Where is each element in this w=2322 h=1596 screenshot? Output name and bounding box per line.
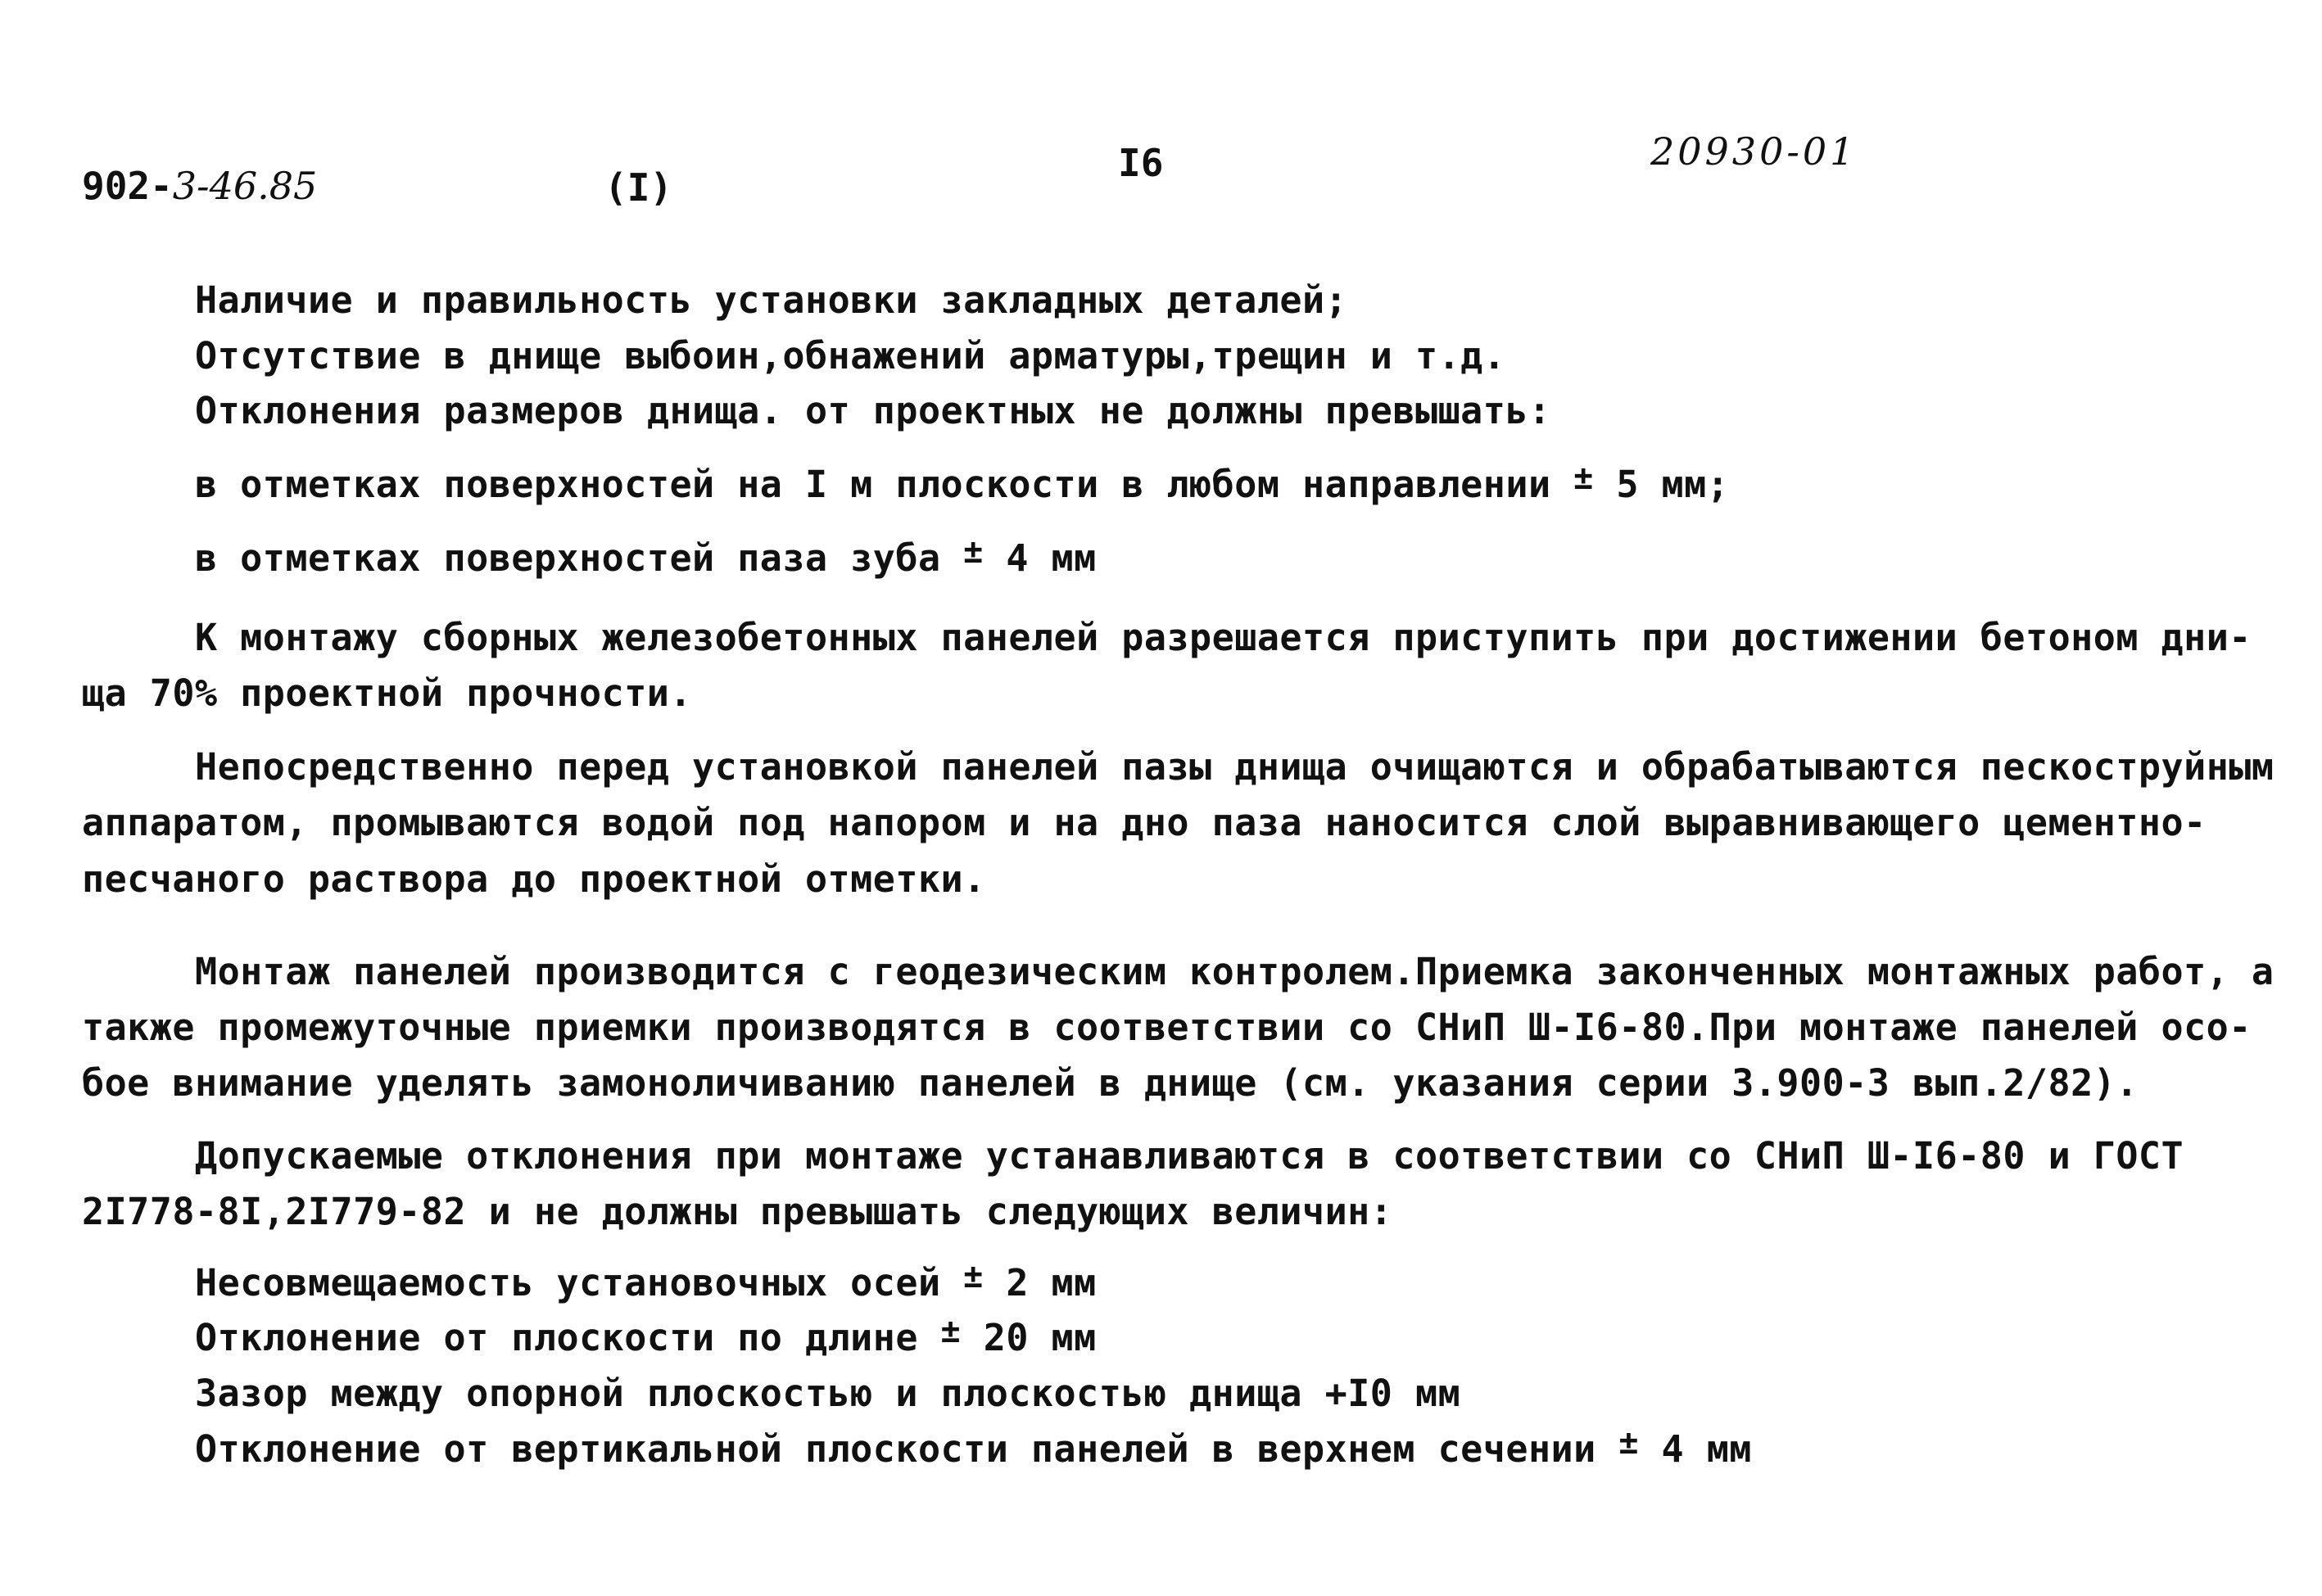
body-line: 2I778-8I,2I779-82 и не должны превышать следующих величин: <box>82 1190 1393 1233</box>
body-line <box>195 1424 1752 1471</box>
body-line: Наличие и правильность установки закладных деталей; <box>195 278 1348 322</box>
body-line <box>195 459 1730 506</box>
body-line-text: Несовмещаемость установочных осей <box>195 1261 941 1304</box>
body-line-value: 4 мм <box>1006 536 1097 580</box>
document-code-handwritten: 3-46.85 <box>172 164 318 208</box>
plus-minus-symbol: ± <box>1573 459 1594 497</box>
sheet-number: 20930-01 <box>1650 129 1858 174</box>
document-code <box>82 164 317 208</box>
body-line-value: 20 мм <box>983 1316 1097 1359</box>
body-line <box>195 1313 1097 1359</box>
body-line <box>195 533 1097 580</box>
body-line: Допускаемые отклонения при монтаже устанавливаются в соответствии со СНиП Ш-I6-80 и ГОСТ <box>195 1134 2184 1178</box>
document-part: (I) <box>604 165 673 210</box>
body-line: К монтажу сборных железобетонных панелей разрешается приступить при достижении бетоном дни- <box>195 616 2252 659</box>
plus-minus-symbol: ± <box>963 1258 984 1295</box>
body-line: Зазор между опорной плоскостью и плоскостью днища +I0 мм <box>195 1372 1461 1415</box>
body-line: Отклонения размеров днища. от проектных не должны превышать: <box>195 389 1551 432</box>
page-number: I6 <box>1118 141 1164 185</box>
body-line: ща 70% проектной прочности. <box>82 671 692 715</box>
body-line-value: 2 мм <box>1006 1261 1097 1304</box>
body-line-text: Отклонение от вертикальной плоскости панелей в верхнем сечении <box>195 1427 1596 1471</box>
body-line: Отсутствие в днище выбоин,обнажений арматуры,трещин и т.д. <box>195 334 1506 378</box>
body-line: Монтаж панелей производится с геодезическим контролем.Приемка законченных монтажных работ, а <box>195 950 2274 993</box>
plus-minus-symbol: ± <box>940 1313 962 1350</box>
body-line: Непосредственно перед установкой панелей пазы днища очищаются и обрабатываются пескоструйным <box>195 745 2274 789</box>
body-line-text: в отметках поверхностей на I м плоскости в любом направлении <box>195 463 1551 506</box>
body-line-text: Отклонение от плоскости по длине <box>195 1316 918 1359</box>
body-line: бое внимание уделять замоноличиванию панелей в днище (см. указания серии 3.900-3 вып.2/82). <box>82 1061 2139 1105</box>
plus-minus-symbol: ± <box>963 533 984 571</box>
body-line: песчаного раствора до проектной отметки. <box>82 857 986 901</box>
document-code-printed: 902- <box>82 164 173 208</box>
body-line: также промежуточные приемки производятся в соответствии со СНиП Ш-I6-80.При монтаже панелей осо- <box>82 1006 2252 1049</box>
body-line: аппаратом, промываются водой под напором и на дно паза наносится слой выравнивающего цементно- <box>82 801 2207 844</box>
body-line <box>195 1258 1097 1304</box>
body-line-value: 5 мм; <box>1616 463 1730 506</box>
body-line-text: в отметках поверхностей паза зуба <box>195 536 941 580</box>
body-line-value: 4 мм <box>1661 1427 1752 1471</box>
plus-minus-symbol: ± <box>1618 1424 1639 1462</box>
